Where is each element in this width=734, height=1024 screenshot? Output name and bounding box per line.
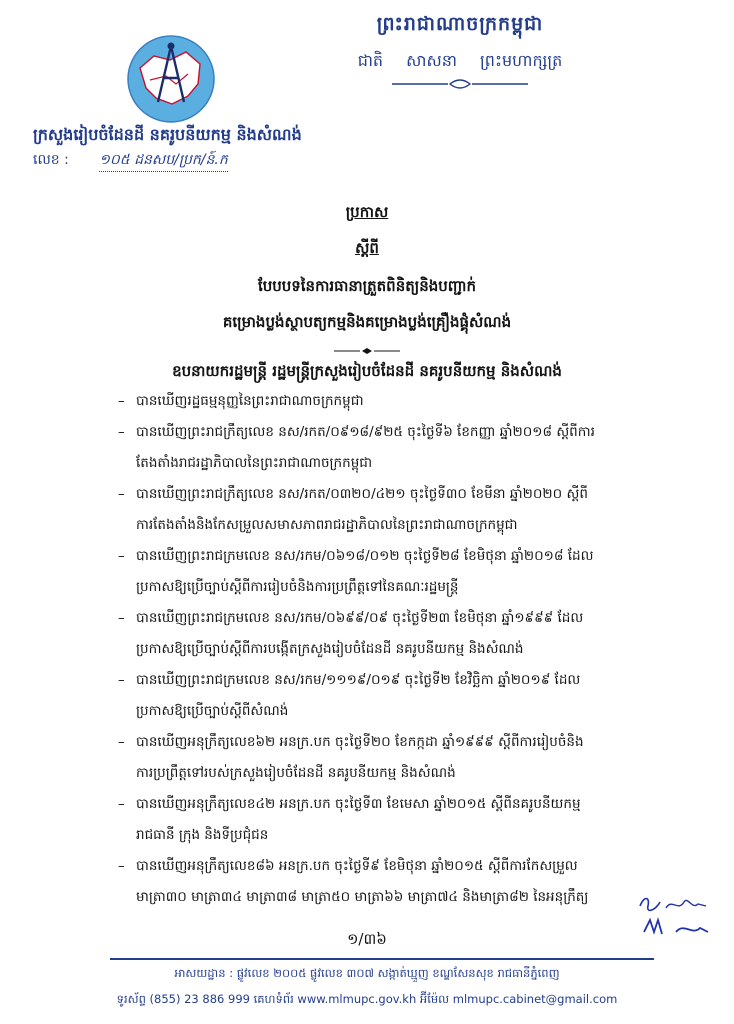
- clause-line: [118, 448, 708, 479]
- title-on: ស្ដីពី: [355, 239, 379, 257]
- bullet-dash: –: [118, 610, 125, 626]
- ornament-divider-icon: [390, 78, 530, 90]
- title-divider-icon: [332, 347, 402, 355]
- clause-line: [118, 417, 708, 448]
- clause-line: [118, 603, 708, 634]
- kingdom-header: [280, 12, 640, 90]
- clause-line: [118, 820, 708, 851]
- clause-line: [118, 758, 708, 789]
- bullet-dash: –: [118, 393, 125, 409]
- clause-text: បានឃើញព្រះរាជក្រឹត្យលេខ នស/រកត/០៩១៨/៩២៥ ចុះថ្ងៃទី៦ ខែកញ្ញា ឆ្នាំ២០១៨ ស្ដីពីការ: [136, 424, 595, 440]
- clause-line: [118, 510, 708, 541]
- clause-line: [118, 479, 708, 510]
- ministry-logo-icon: [126, 34, 216, 124]
- clause-text: បានឃើញព្រះរាជក្រឹត្យលេខ នស/រកត/០៣២០/៤២១ ចុះថ្ងៃទី៣០ ខែមីនា ឆ្នាំ២០២០ ស្ដីពី: [136, 486, 588, 502]
- bullet-dash: –: [118, 424, 125, 440]
- clause-text: បានឃើញរដ្ឋធម្មនុញ្ញនៃព្រះរាជាណាចក្រកម្ពុជា: [136, 393, 364, 409]
- reference-label: លេខ :: [33, 152, 69, 168]
- clause-text: បានឃើញព្រះរាជក្រមលេខ នស/រកម/០៦៩៩/០៩ ចុះថ្ងៃទី២៣ ខែមិថុនា ឆ្នាំ១៩៩៩ ដែល: [136, 610, 584, 626]
- document-title: [0, 203, 734, 355]
- clause-line: [118, 541, 708, 572]
- clause-line: [118, 696, 708, 727]
- title-proclamation: ប្រកាស: [345, 203, 389, 221]
- bullet-dash: –: [118, 858, 125, 874]
- clause-text: ការតែងតាំងនិងកែសម្រួលសមាសភាពរាជរដ្ឋាភិបាលនៃព្រះរាជាណាចក្រកម្ពុជា: [136, 517, 518, 533]
- bullet-dash: –: [118, 672, 125, 688]
- clause-line: [118, 572, 708, 603]
- clause-text: ប្រកាសឱ្យប្រើច្បាប់ស្ដីពីការរៀបចំនិងការប្រព្រឹត្តទៅនៃគណៈរដ្ឋមន្ត្រី: [136, 579, 459, 595]
- clause-line: [118, 634, 708, 665]
- issuer-title: ឧបនាយករដ្ឋមន្ត្រី រដ្ឋមន្ត្រីក្រសួងរៀបចំដែនដី នគរូបនីយកម្ម និងសំណង់: [172, 362, 562, 380]
- clause-text: មាត្រា៣០ មាត្រា៣៤ មាត្រា៣៨ មាត្រា៥០ មាត្រា៦៦ មាត្រា៧៤ និងមាត្រា៨២ នៃអនុក្រឹត្យ: [136, 889, 589, 905]
- clause-text: ប្រកាសឱ្យប្រើច្បាប់ស្ដីពីការបង្កើតក្រសួងរៀបចំដែនដី នគរូបនីយកម្ម និងសំណង់: [136, 641, 524, 657]
- clause-line: [118, 851, 708, 882]
- reference-number: [33, 150, 228, 172]
- clause-text: តែងតាំងរាជរដ្ឋាភិបាលនៃព្រះរាជាណាចក្រកម្ពុជា: [136, 455, 373, 471]
- clause-line: [118, 727, 708, 758]
- reference-value: ១០៥ ដនសប/ប្រក/ន៍.ក: [99, 150, 227, 172]
- clause-text: បានឃើញអនុក្រឹត្យលេខ៦២ អនក្រ.បក ចុះថ្ងៃទី២០ ខែកក្កដា ឆ្នាំ១៩៩៩ ស្ដីពីការរៀបចំនិង: [136, 734, 584, 750]
- bullet-dash: –: [118, 548, 125, 564]
- bullet-dash: –: [118, 796, 125, 812]
- ministry-name: ក្រសួងរៀបចំដែនដី នគរូបនីយកម្ម និងសំណង់: [33, 125, 302, 144]
- footer-divider: [110, 958, 654, 960]
- clause-text: រាជធានី ក្រុង និងទីប្រជុំជន: [136, 827, 269, 843]
- bullet-dash: –: [118, 486, 125, 502]
- page-number: ១/៣៦: [347, 930, 387, 948]
- clause-line: [118, 665, 708, 696]
- kingdom-title: ព្រះរាជាណាចក្រកម្ពុជា: [376, 13, 544, 35]
- clause-text: បានឃើញអនុក្រឹត្យលេខ៨៦ អនក្រ.បក ចុះថ្ងៃទី៩ ខែមិថុនា ឆ្នាំ២០១៥ ស្ដីពីការកែសម្រួល: [136, 858, 578, 874]
- clause-text: បានឃើញអនុក្រឹត្យលេខ៤២ អនក្រ.បក ចុះថ្ងៃទី៣ ខែមេសា ឆ្នាំ២០១៥ ស្ដីពីនគរូបនីយកម្ម: [136, 796, 581, 812]
- clause-text: បានឃើញព្រះរាជក្រមលេខ នស/រកម/១១១៩/០១៩ ចុះថ្ងៃទី២ ខែវិច្ឆិកា ឆ្នាំ២០១៩ ដែល: [136, 672, 581, 688]
- footer-contact: ទូរស័ព្ទ (855) 23 886 999 គេហទំព័រ www.mlmupc.gov.kh អ៊ីម៉ែល mlmupc.cabinet@gmail.com: [116, 992, 618, 1006]
- clause-text: បានឃើញព្រះរាជក្រមលេខ នស/រកម/០៦១៨/០១២ ចុះថ្ងៃទី២៨ ខែមិថុនា ឆ្នាំ២០១៨ ដែល: [136, 548, 594, 564]
- clause-line: [118, 386, 708, 417]
- preamble-clauses: [118, 386, 708, 913]
- footer-address: អាសយដ្ឋាន : ផ្លូវលេខ ២០០៥ ផ្លូវលេខ ៣០៧ សង្កាត់ឃ្មួញ ខណ្ឌសែនសុខ រាជធានីភ្នំពេញ: [174, 966, 560, 980]
- clause-line: [118, 882, 708, 913]
- bullet-dash: –: [118, 734, 125, 750]
- clause-text: ការប្រព្រឹត្តទៅរបស់ក្រសួងរៀបចំដែនដី នគរូបនីយកម្ម និងសំណង់: [136, 765, 456, 781]
- clause-text: ប្រកាសឱ្យប្រើច្បាប់ស្ដីពីសំណង់: [136, 703, 289, 719]
- national-motto: ជាតិ សាសនា ព្រះមហាក្សត្រ: [357, 51, 563, 70]
- title-subject-1: បែបបទនៃការធានាត្រួតពិនិត្យនិងបញ្ជាក់: [257, 277, 477, 295]
- title-subject-2: គម្រោងប្លង់ស្ថាបត្យកម្មនិងគម្រោងប្លង់គ្រឿងផ្គុំសំណង់: [222, 313, 512, 331]
- clause-line: [118, 789, 708, 820]
